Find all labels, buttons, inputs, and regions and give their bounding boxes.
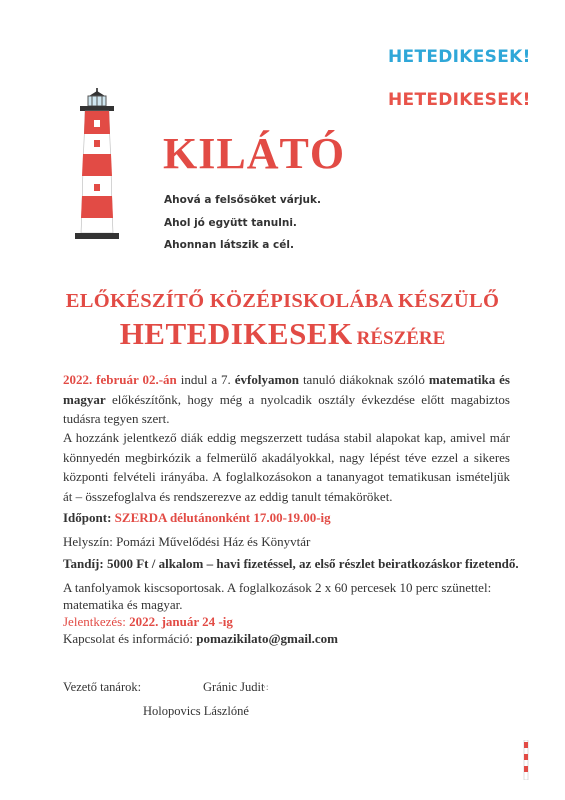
intro-paragraph [63,370,510,429]
registration-deadline: 2022. január 24 -ig [129,614,233,629]
banner-line-1: HETEDIKESEK! [388,47,531,67]
time-line [63,510,331,526]
info-line-1: A tanfolyamok kiscsoportosak. A foglalkozások 2 x 60 percesek 10 perc szünettel: [63,580,492,595]
heading-line-1: ELŐKÉSZÍTŐ KÖZÉPISKOLÁBA KÉSZÜLŐ [65,290,500,312]
heading-line-2 [0,316,565,352]
teacher-name: Gránic Judit [203,680,265,694]
registration-line [63,614,233,630]
text-span: tanuló diákoknak szóló [299,372,429,387]
teachers-label: Vezető tanárok: [63,680,142,694]
logo-title: KILÁTÓ [163,129,346,178]
heading-suffix: RÉSZÉRE [356,328,446,349]
time-label: Időpont: [63,510,112,525]
banner-line-2: HETEDIKESEK! [388,90,531,110]
text-span: előkészítőnk, hogy még a nyolcadik osztály évkezdése előtt magabiztos tudásra tegyen szert. [63,391,510,426]
grade-word: évfolyamon [234,372,300,387]
tagline: Ahol jó együtt tanulni. [164,217,297,229]
contact-line [63,631,338,647]
place-line: Helyszín: Pomázi Művelődési Ház és Könyvtár [63,534,311,549]
lighthouse-icon [72,88,122,245]
tagline: Ahonnan látszik a cél. [164,239,294,251]
description-paragraph: A hozzánk jelentkező diák eddig megszerzett tudása stabil alapokat kap, amivel már könnyedén megbirkózik a felmerülő akadályokkal, nagy lépést téve ezzel a sikeres központi felvételi irányába. A foglalkozásokon a tananyagot tematikusan ismételjük át – összefoglalva és rendszerezve az eddig tanult témaköröket. [63,430,510,504]
registration-label: Jelentkezés: [63,614,126,629]
time-value: SZERDA délutánonként 17.00-19.00-ig [114,510,331,525]
contact-label: Kapcsolat és információ: [63,631,193,646]
tagline: Ahová a felsősöket várjuk. [164,194,322,206]
contact-email[interactable]: pomazikilato@gmail.com [196,631,338,646]
subjects: matematika és magyar [63,372,510,407]
start-date: 2022. február 02.-án [63,372,177,387]
info-line-2: matematika és magyar. [63,597,183,612]
heading-main-word: HETEDIKESEK [119,316,353,351]
lighthouse-mini-icon [522,740,530,785]
teacher-name: Holopovics Lászlóné [143,704,249,718]
text-span: indul a 7. [176,372,235,387]
fee-line: Tandíj: 5000 Ft / alkalom – havi fizetéssel, az első részlet beiratkozáskor fizetendő. [63,556,519,571]
scan-speck: ·: [263,682,269,692]
